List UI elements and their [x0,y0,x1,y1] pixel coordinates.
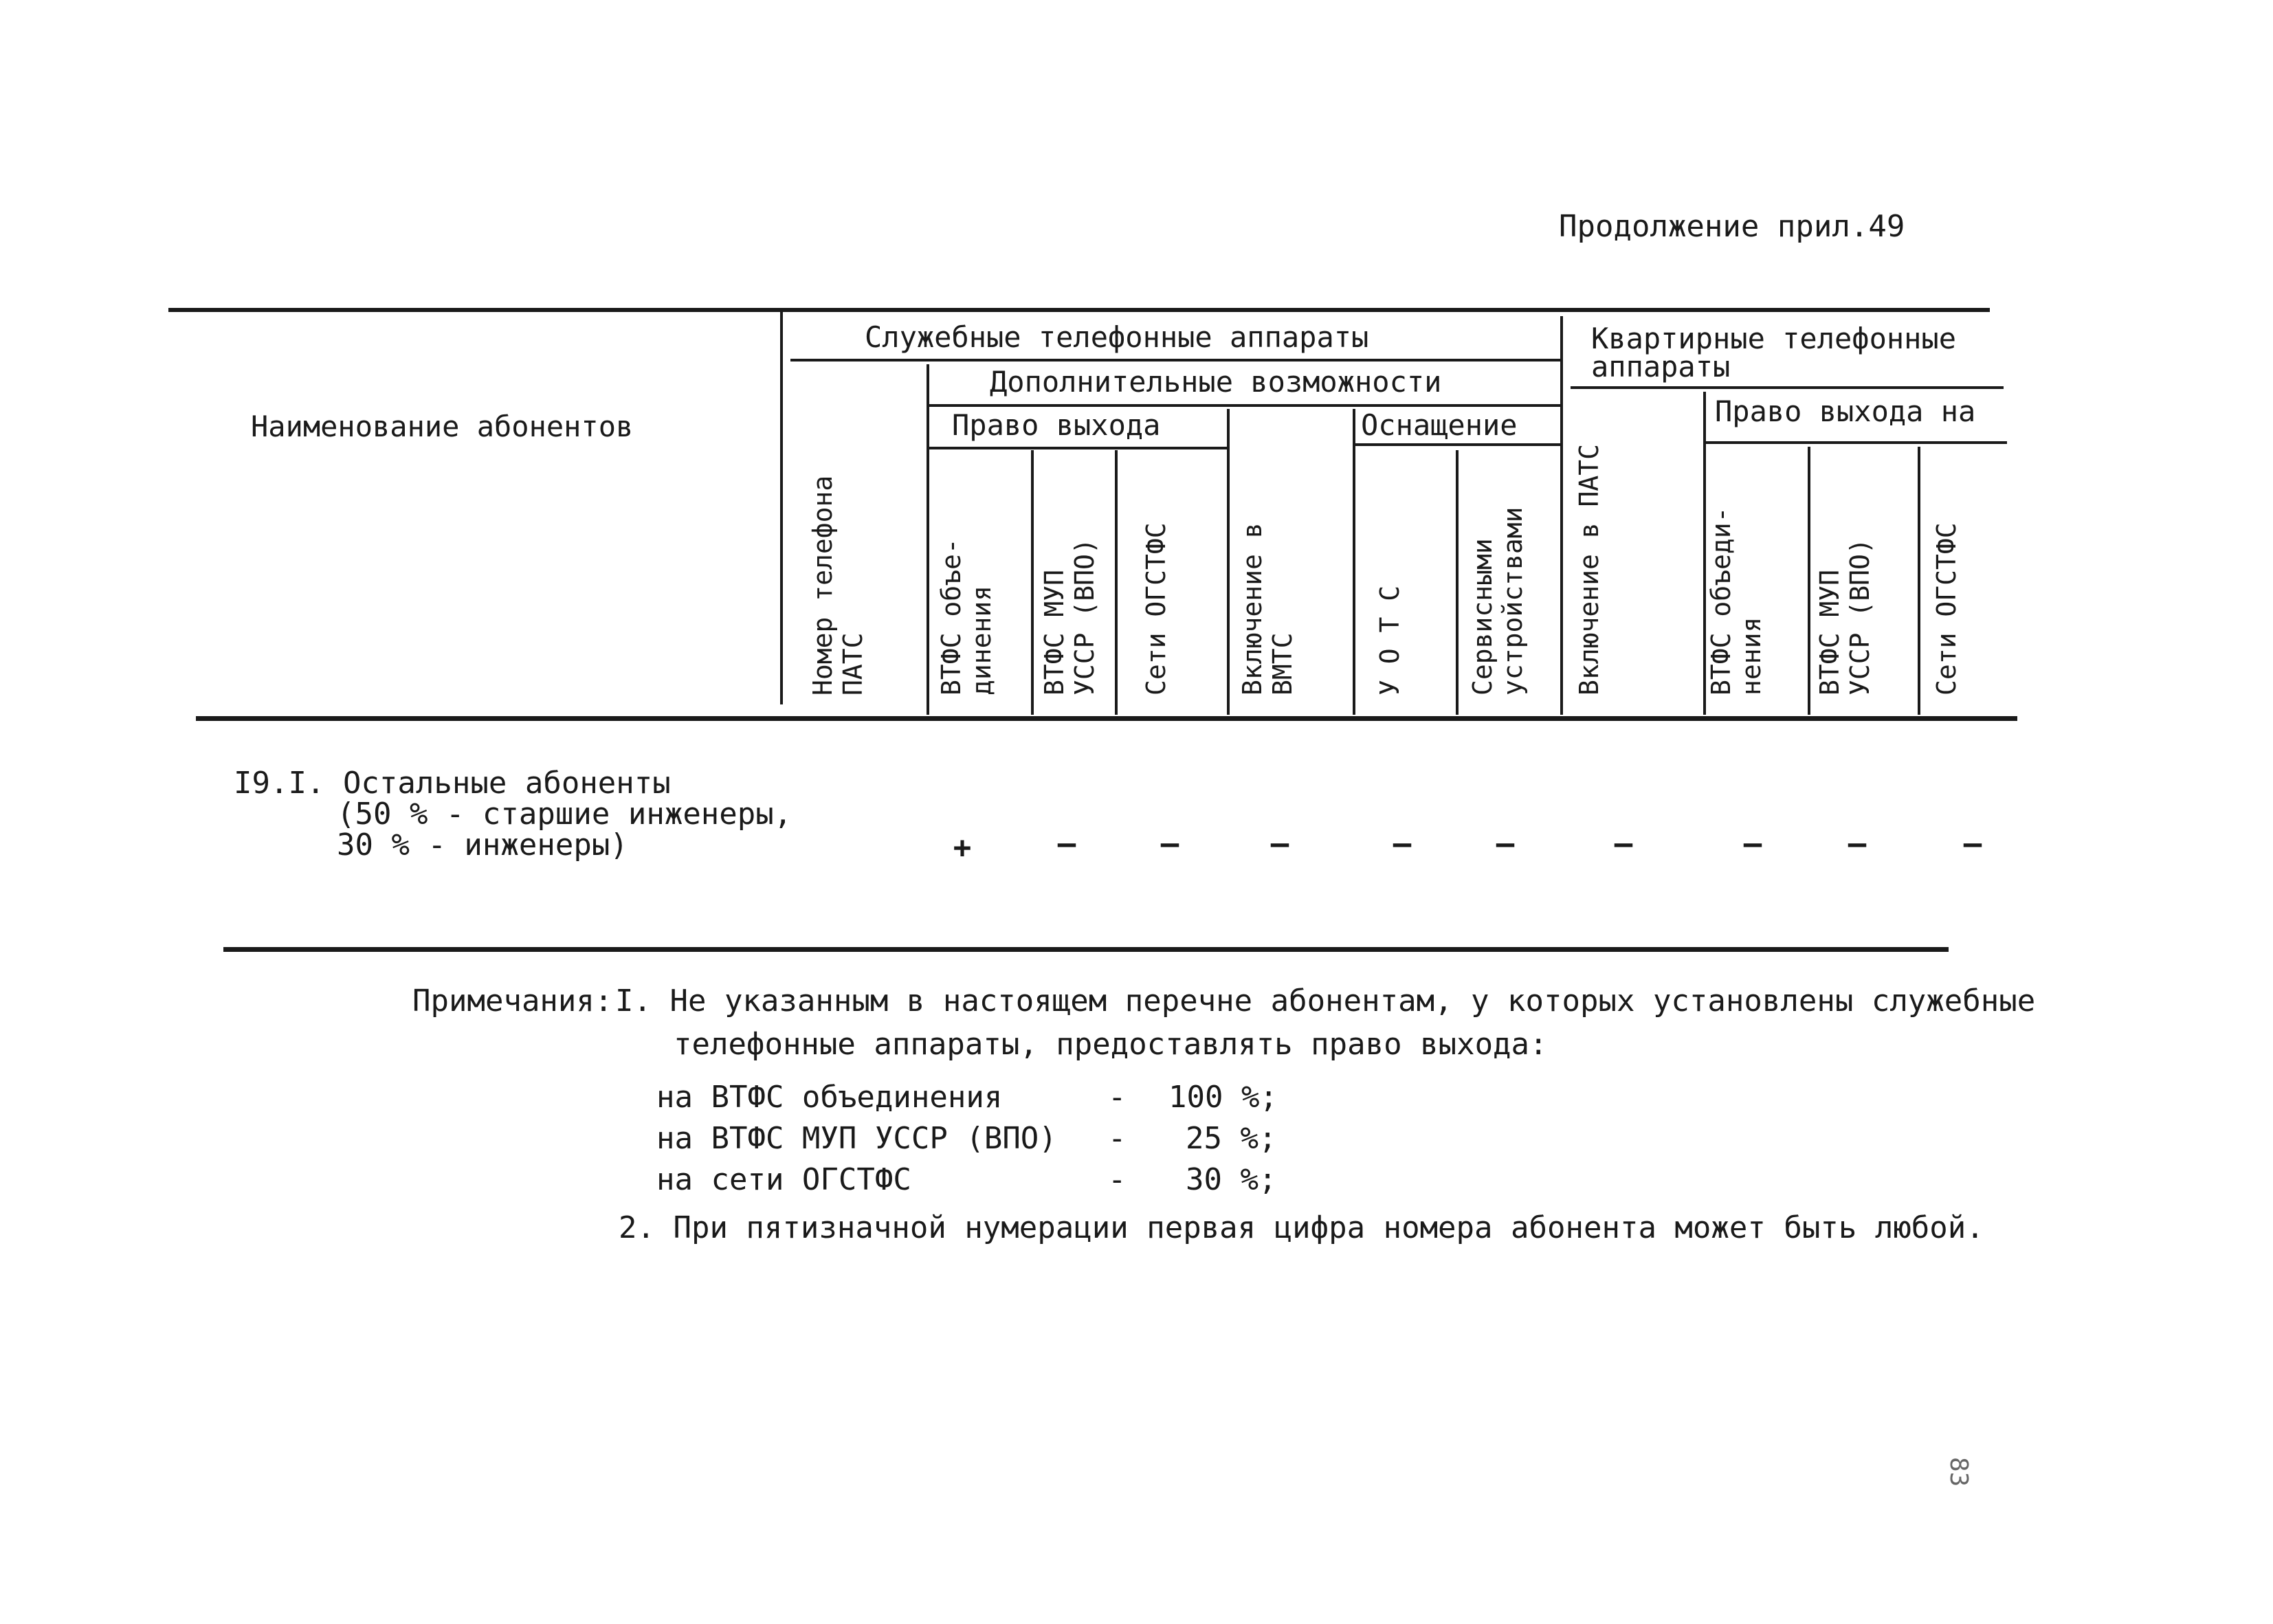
notes-label: Примечания: [412,983,613,1019]
column-header-uots: У О Т С [1375,585,1405,696]
row-cell: – [1160,826,1179,861]
note-item-dash: - [1108,1121,1127,1156]
note-item-value: 25 %; [1186,1121,1277,1156]
note-item-dash: - [1108,1080,1127,1115]
divider [1227,409,1230,715]
note-item-dash: - [1108,1162,1127,1197]
note-item-value: 30 %; [1186,1162,1277,1197]
column-header-phone-number: Номер телефона ПАТС [808,475,868,696]
note-2: 2. При пятизначной нумерации первая цифра номера абонента может быть любой. [619,1210,1984,1245]
divider [1115,450,1118,715]
row-label-line2: (50 % - старшие инженеры, [337,797,792,832]
row-cell: – [1270,826,1289,861]
group-rule [790,359,1560,361]
column-header-vtfs-association: ВТФС объе- динения [936,538,997,696]
note-item-name: на ВТФС объединения [656,1080,1003,1115]
column-header-apt-ogstfs: Сети ОГСТФС [1931,522,1962,696]
additional-group-header: Дополнительные возможности [990,365,1442,399]
apartment-group-header-line2: аппараты [1591,350,1731,383]
column-header-ogstfs: Сети ОГСТФС [1141,522,1171,696]
row-cell: – [1057,826,1076,861]
group-rule [1705,441,2007,444]
exit-right-header: Право выхода [952,408,1161,442]
row-label-line1: I9.I. Остальные абоненты [234,766,671,801]
equipment-header: Оснащение [1361,408,1518,442]
column-header-apt-vtfs-association: ВТФС объеди- нения [1706,507,1766,696]
row-cell: – [1496,826,1515,861]
row-label-line3: 30 % - инженеры) [337,827,628,863]
group-rule [928,404,1560,407]
service-group-header: Служебные телефонные аппараты [865,320,1369,354]
name-column-header: Наименование абонентов [251,410,634,443]
note-1-line2: телефонные аппараты, предоставлять право выхода: [674,1027,1548,1062]
note-item-name: на сети ОГСТФС [656,1162,911,1197]
divider [1918,447,1920,715]
row-cell: – [1743,826,1762,861]
column-header-service-devices: Сервисными устройствами [1467,507,1528,696]
group-rule [1571,386,2004,389]
row-cell: – [1848,826,1867,861]
row-cell: – [1963,826,1982,861]
table-header-bottom-rule [196,716,2017,721]
apartment-group-header-line1: Квартирные телефонные [1591,322,1957,355]
table-top-rule [168,308,1990,312]
apartment-exit-header: Право выхода на [1715,394,1976,428]
page-header: Продолжение прил.49 [1559,209,1905,244]
column-header-apt-vtfs-mup: ВТФС МУП УССР (ВПО) [1815,538,1875,696]
note-1-line1: I. Не указанным в настоящем перечне абонентам, у которых установлены служебные [615,983,2036,1019]
divider [1560,316,1563,715]
divider [927,364,929,715]
group-rule [1354,443,1560,446]
column-header-vtfs-mup: ВТФС МУП УССР (ВПО) [1039,538,1100,696]
group-rule [929,447,1228,449]
divider [780,309,783,704]
column-header-vmts-inclusion: Включение в ВМТС [1237,522,1298,696]
note-item-name: на ВТФС МУП УССР (ВПО) [656,1121,1057,1156]
divider [1031,450,1034,715]
column-header-pats-inclusion: Включение в ПАТС [1574,443,1604,696]
divider [1808,447,1810,715]
row-cell: – [1614,826,1633,861]
page-number: 83 [1944,1457,1973,1487]
table-bottom-rule [223,947,1949,952]
divider [1353,409,1355,715]
row-cell: – [1393,826,1412,861]
row-cell-phone-number: + [953,830,972,865]
divider [1456,450,1459,715]
note-item-value: 100 %; [1168,1080,1278,1115]
